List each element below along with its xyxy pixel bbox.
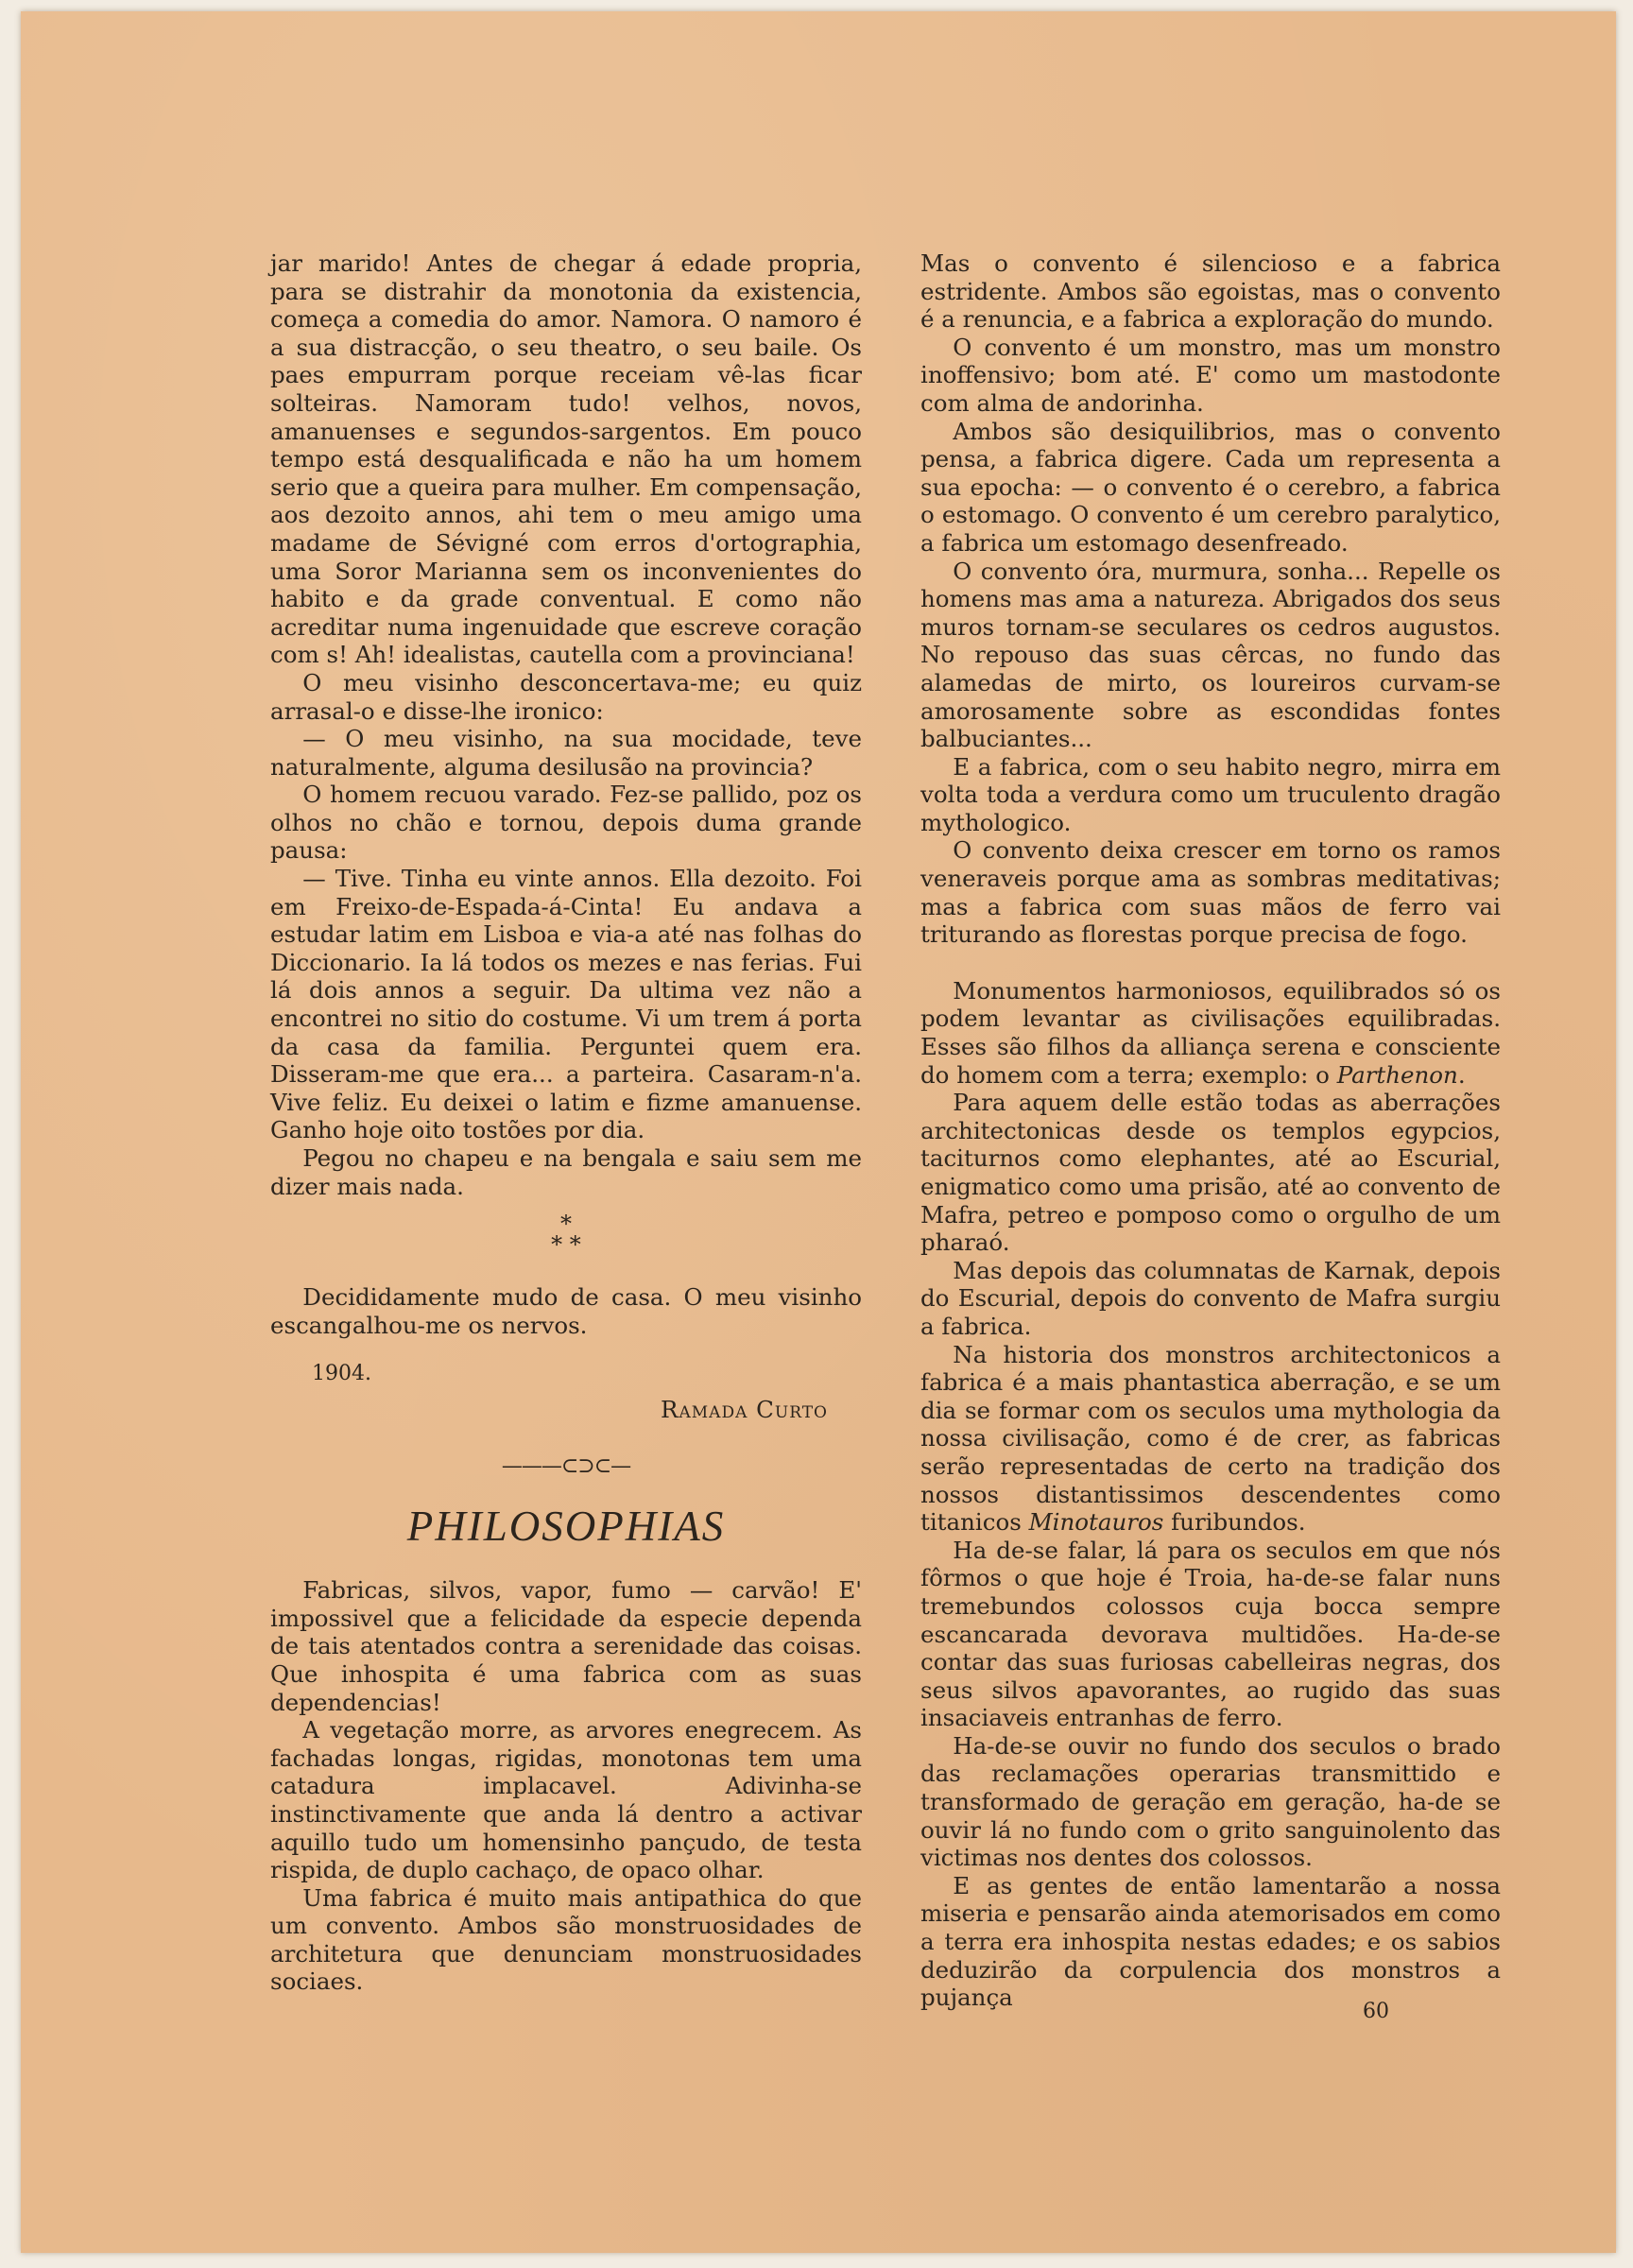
paragraph: O homem recuou varado. Fez-se pallido, poz os olhos no chão e tornou, depois duma grande pausa:: [270, 781, 862, 865]
asterism-bottom: * *: [551, 1231, 581, 1259]
paragraph: — Tive. Tinha eu vinte annos. Ella dezoito. Foi em Freixo-de-Espada-á-Cinta! Eu andava a estudar latim em Lisboa e via-a até nas folhas do Diccionario. Ia lá todos os mezes e nas ferias. Fui lá dois annos a seguir. Da ultima vez não a encontrei no sitio do costume. Vi um trem á porta da casa da familia. Perguntei quem era. Disseram-me que era... a parteira. Casaram-n'a. Vive feliz. Eu deixei o latim e fizme amanuense. Ganho hoje oito tostões por dia.: [270, 865, 862, 1144]
paragraph: O convento óra, murmura, sonha... Repelle os homens mas ama a natureza. Abrigados dos seus muros tornam-se seculares os cedros augustos. No repouso das suas cêrcas, no fundo das alamedas de mirto, os loureiros curvam-se amorosamente sobre as escondidas fontes balbuciantes...: [920, 557, 1501, 753]
text-run: Na historia dos monstros architectonicos a fabrica é a mais phantastica aberração, e se um dia se formar com os seculos uma mythologia da nossa civilisação, como é de crer, as fabricas serão representadas de certo na tradição dos nossos distantissimos descendentes como titanicos: [920, 1340, 1501, 1537]
italic-title: Parthenon: [1336, 1060, 1458, 1089]
article-date: 1904.: [312, 1362, 371, 1386]
paragraph: Ambos são desiquilibrios, mas o convento pensa, a fabrica digere. Cada um representa a sua epocha: — o convento é o cerebro, a fabrica o estomago. O convento é um cerebro paralytico, a fabrica um estomago desenfreado.: [920, 417, 1501, 557]
paragraph: E as gentes de então lamentarão a nossa miseria e pensarão ainda atemorisados em como a terra era inhospita nestas edades; e os sabios deduzirão da corpulencia dos monstros a pujança: [920, 1871, 1501, 2012]
author-signature: Ramada Curto: [661, 1395, 828, 1423]
section-title: PHILOSOPHIAS: [406, 1503, 726, 1551]
page-number: 60: [1363, 2000, 1389, 2023]
left-column: [270, 249, 862, 1996]
ornament-divider: ———⊂⊃⊂—: [501, 1453, 631, 1478]
text-run: furibundos.: [1163, 1508, 1306, 1537]
paragraph: Ha de-se falar, lá para os seculos em que nós fôrmos o que hoje é Troia, ha-de-se falar nuns tremebundos colossos cuja bocca sempre escancarada devorava multidões. Ha-de-se contar das suas furiosas cabelleiras negras, dos seus silvos apavorantes, ao rugido das suas insaciaveis entranhas de ferro.: [920, 1536, 1501, 1732]
paragraph: [920, 977, 1501, 1089]
paragraph: Uma fabrica é muito mais antipathica do que um convento. Ambos são monstruosidades de architetura que denunciam monstruosidades sociaes.: [270, 1883, 862, 1996]
paragraph: Fabricas, silvos, vapor, fumo — carvão! E' impossivel que a felicidade da especie dependa de tais atentados contra a serenidade das coisas. Que inhospita é uma fabrica com as suas dependencias!: [270, 1576, 862, 1716]
paragraph: O meu visinho desconcertava-me; eu quiz arrasal-o e disse-lhe ironico:: [270, 668, 862, 725]
section-gap: [920, 949, 1501, 977]
paragraph: jar marido! Antes de chegar á edade propria, para se distrahir da monotonia da existencia, começa a comedia do amor. Namora. O namoro é a sua distracção, o seu theatro, o seu baile. Os paes empurram porque receiam vê-las ficar solteiras. Namoram tudo! velhos, novos, amanuenses e segundos-sargentos. Em pouco tempo está desqualificada e não ha um homem serio que a queira para mulher. Em compensação, aos dezoito annos, ahi tem o meu amigo uma madame de Sévigné com erros d'ortographia, uma Soror Marianna sem os inconvenientes do habito e da grade conventual. E como não acreditar numa ingenuidade que escreve coração com s! Ah! idealistas, cautella com a provinciana!: [270, 249, 862, 669]
paragraph: Ha-de-se ouvir no fundo dos seculos o brado das reclamações operarias transmittido e transformado de geração em geração, ha-de se ouvir lá no fundo com o grito sanguinolento das victimas nos dentes dos colossos.: [920, 1731, 1501, 1872]
right-column: [920, 249, 1501, 2012]
text-run: Monumentos harmoniosos, equilibrados só os podem levantar as civilisações equilibradas. Esses são filhos da alliança serena e consciente do homem com a terra; exemplo: o: [920, 976, 1501, 1089]
text-run: .: [1457, 1060, 1466, 1089]
paragraph: Decididamente mudo de casa. O meu visinho escangalhou-me os nervos.: [270, 1283, 862, 1339]
asterism-top: *: [560, 1211, 572, 1238]
italic-title: Minotauros: [1028, 1508, 1164, 1537]
paragraph: Pegou no chapeu e na bengala e saiu sem me dizer mais nada.: [270, 1144, 862, 1200]
paragraph: Para aquem delle estão todas as aberrações architectonicas desde os templos egypcios, taciturnos como elephantes, até ao Escurial, enigmatico como uma prisão, até ao convento de Mafra, petreo e pomposo como o orgulho de um pharaó.: [920, 1089, 1501, 1257]
paragraph: O convento deixa crescer em torno os ramos veneraveis porque ama as sombras meditativas; mas a fabrica com suas mãos de ferro vai triturando as florestas porque precisa de fogo.: [920, 836, 1501, 949]
paragraph: E a fabrica, com o seu habito negro, mirra em volta toda a verdura como um truculento dragão mythologico.: [920, 752, 1501, 836]
page-sheet: [21, 11, 1616, 2253]
paragraph: A vegetação morre, as arvores enegrecem. As fachadas longas, rigidas, monotonas tem uma catadura implacavel. Adivinha-se instinctivamente que anda lá dentro a activar aquillo tudo um homensinho pançudo, de testa rispida, de duplo cachaço, de opaco olhar.: [270, 1716, 862, 1884]
paragraph: [920, 1341, 1501, 1537]
paragraph: — O meu visinho, na sua mocidade, teve naturalmente, alguma desilusão na provincia?: [270, 725, 862, 781]
paragraph: Mas depois das columnatas de Karnak, depois do Escurial, depois do convento de Mafra surgiu a fabrica.: [920, 1256, 1501, 1340]
asterism-divider: [270, 1211, 862, 1259]
paragraph: Mas o convento é silencioso e a fabrica estridente. Ambos são egoistas, mas o convento é a renuncia, e a fabrica a exploração do mundo.: [920, 249, 1501, 334]
paragraph: O convento é um monstro, mas um monstro inoffensivo; bom até. E' como um mastodonte com alma de andorinha.: [920, 333, 1501, 417]
